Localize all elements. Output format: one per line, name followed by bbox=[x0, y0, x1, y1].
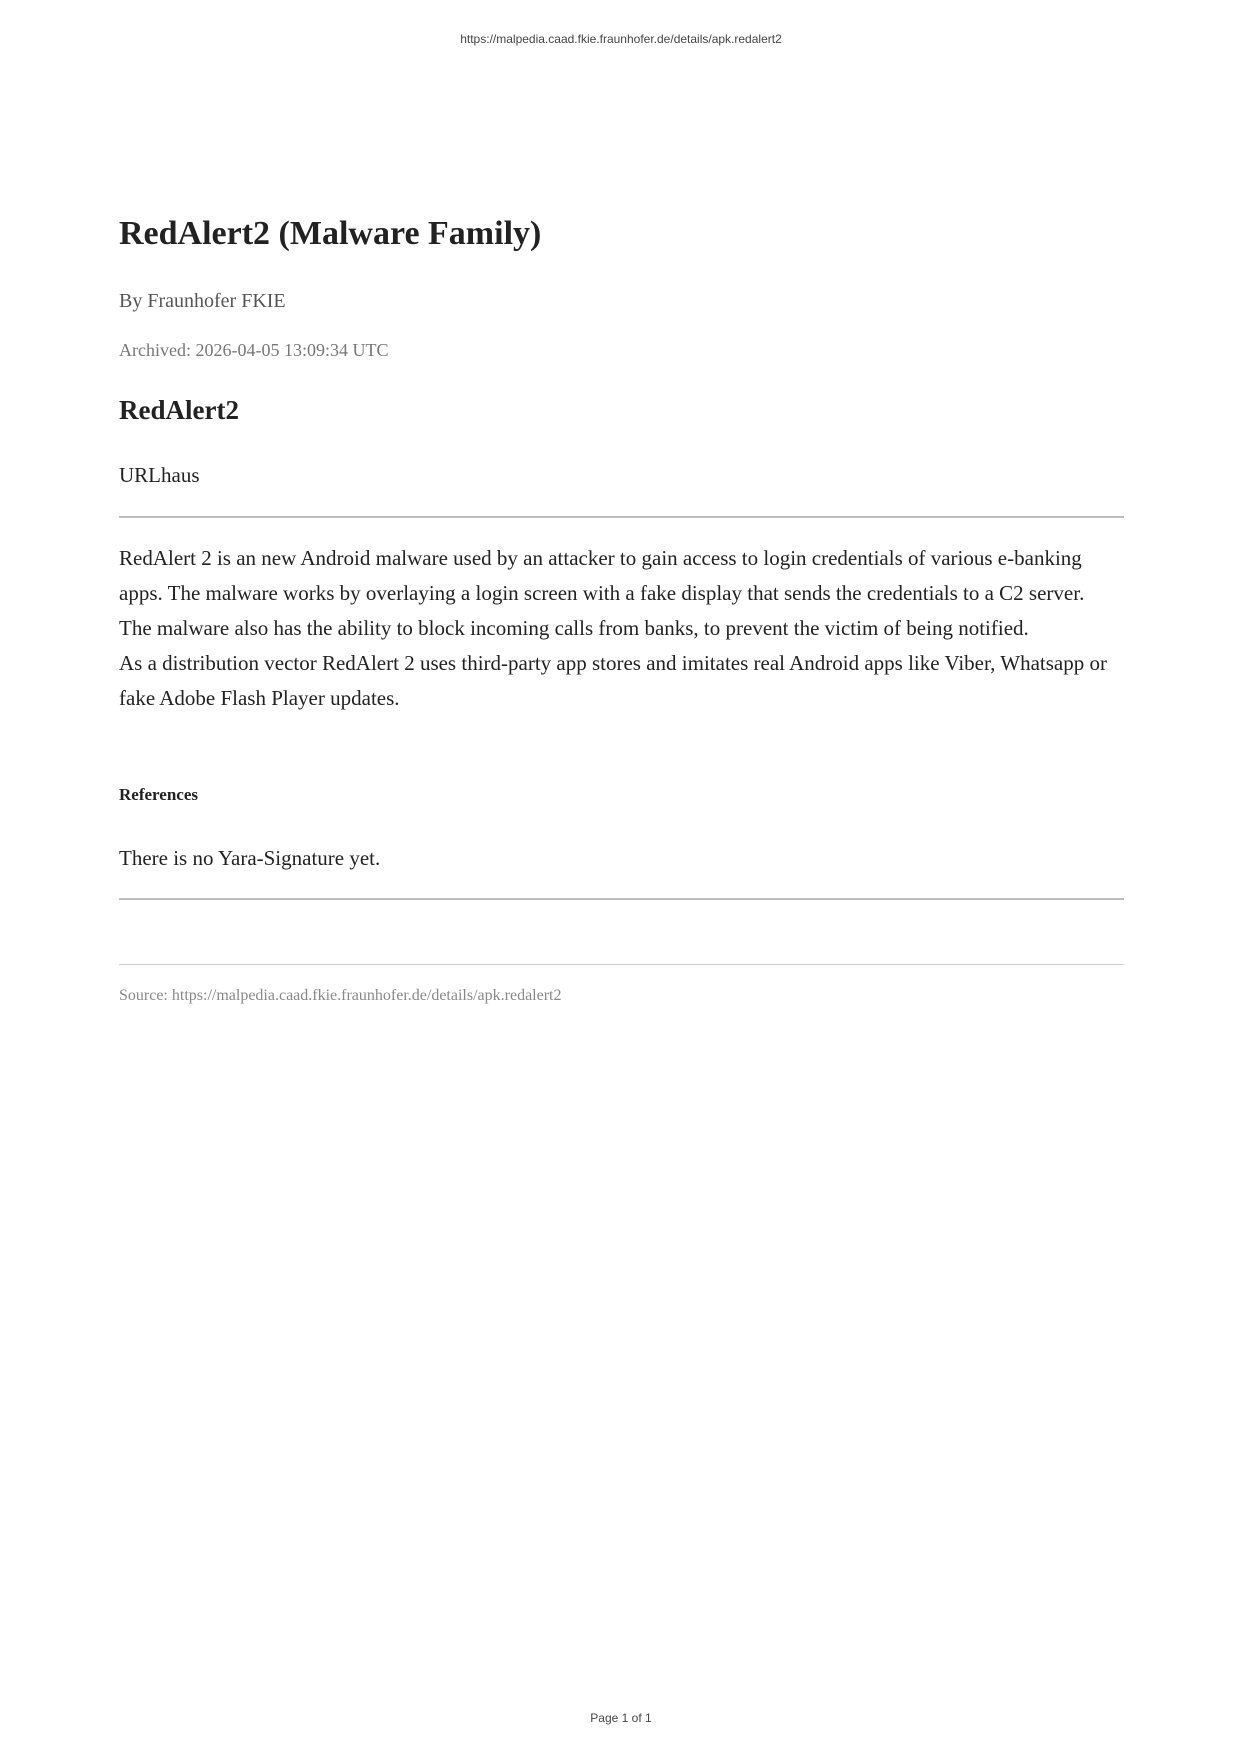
references-heading: References bbox=[119, 785, 198, 804]
description-paragraph: RedAlert 2 is an new Android malware used by an attacker to gain access to login credentials of various e-banking apps. The malware works by overlaying a login screen with a fake display that sends the credentials to a C2 server. bbox=[119, 546, 1085, 605]
source-link[interactable]: Source: https://malpedia.caad.fkie.fraunhofer.de/details/apk.redalert2 bbox=[119, 987, 562, 1004]
print-header-url: https://malpedia.caad.fkie.fraunhofer.de/details/apk.redalert2 bbox=[460, 32, 782, 46]
divider-bottom bbox=[119, 964, 1124, 965]
byline: By Fraunhofer FKIE bbox=[119, 290, 286, 312]
page-title: RedAlert2 (Malware Family) bbox=[119, 215, 542, 252]
yara-signature-text: There is no Yara-Signature yet. bbox=[119, 846, 381, 870]
divider-top bbox=[119, 516, 1124, 518]
page-number: Page 1 of 1 bbox=[590, 1711, 652, 1725]
description bbox=[119, 541, 1124, 716]
urlhaus-label: URLhaus bbox=[119, 463, 200, 487]
divider-middle bbox=[119, 898, 1124, 900]
description-paragraph: The malware also has the ability to block incoming calls from banks, to prevent the victim of being notified. bbox=[119, 616, 1029, 640]
section-title: RedAlert2 bbox=[119, 395, 239, 425]
description-paragraph: As a distribution vector RedAlert 2 uses third-party app stores and imitates real Android apps like Viber, Whatsapp or fake Adobe Flash Player updates. bbox=[119, 651, 1107, 710]
archived-timestamp: Archived: 2026-04-05 13:09:34 UTC bbox=[119, 340, 389, 360]
